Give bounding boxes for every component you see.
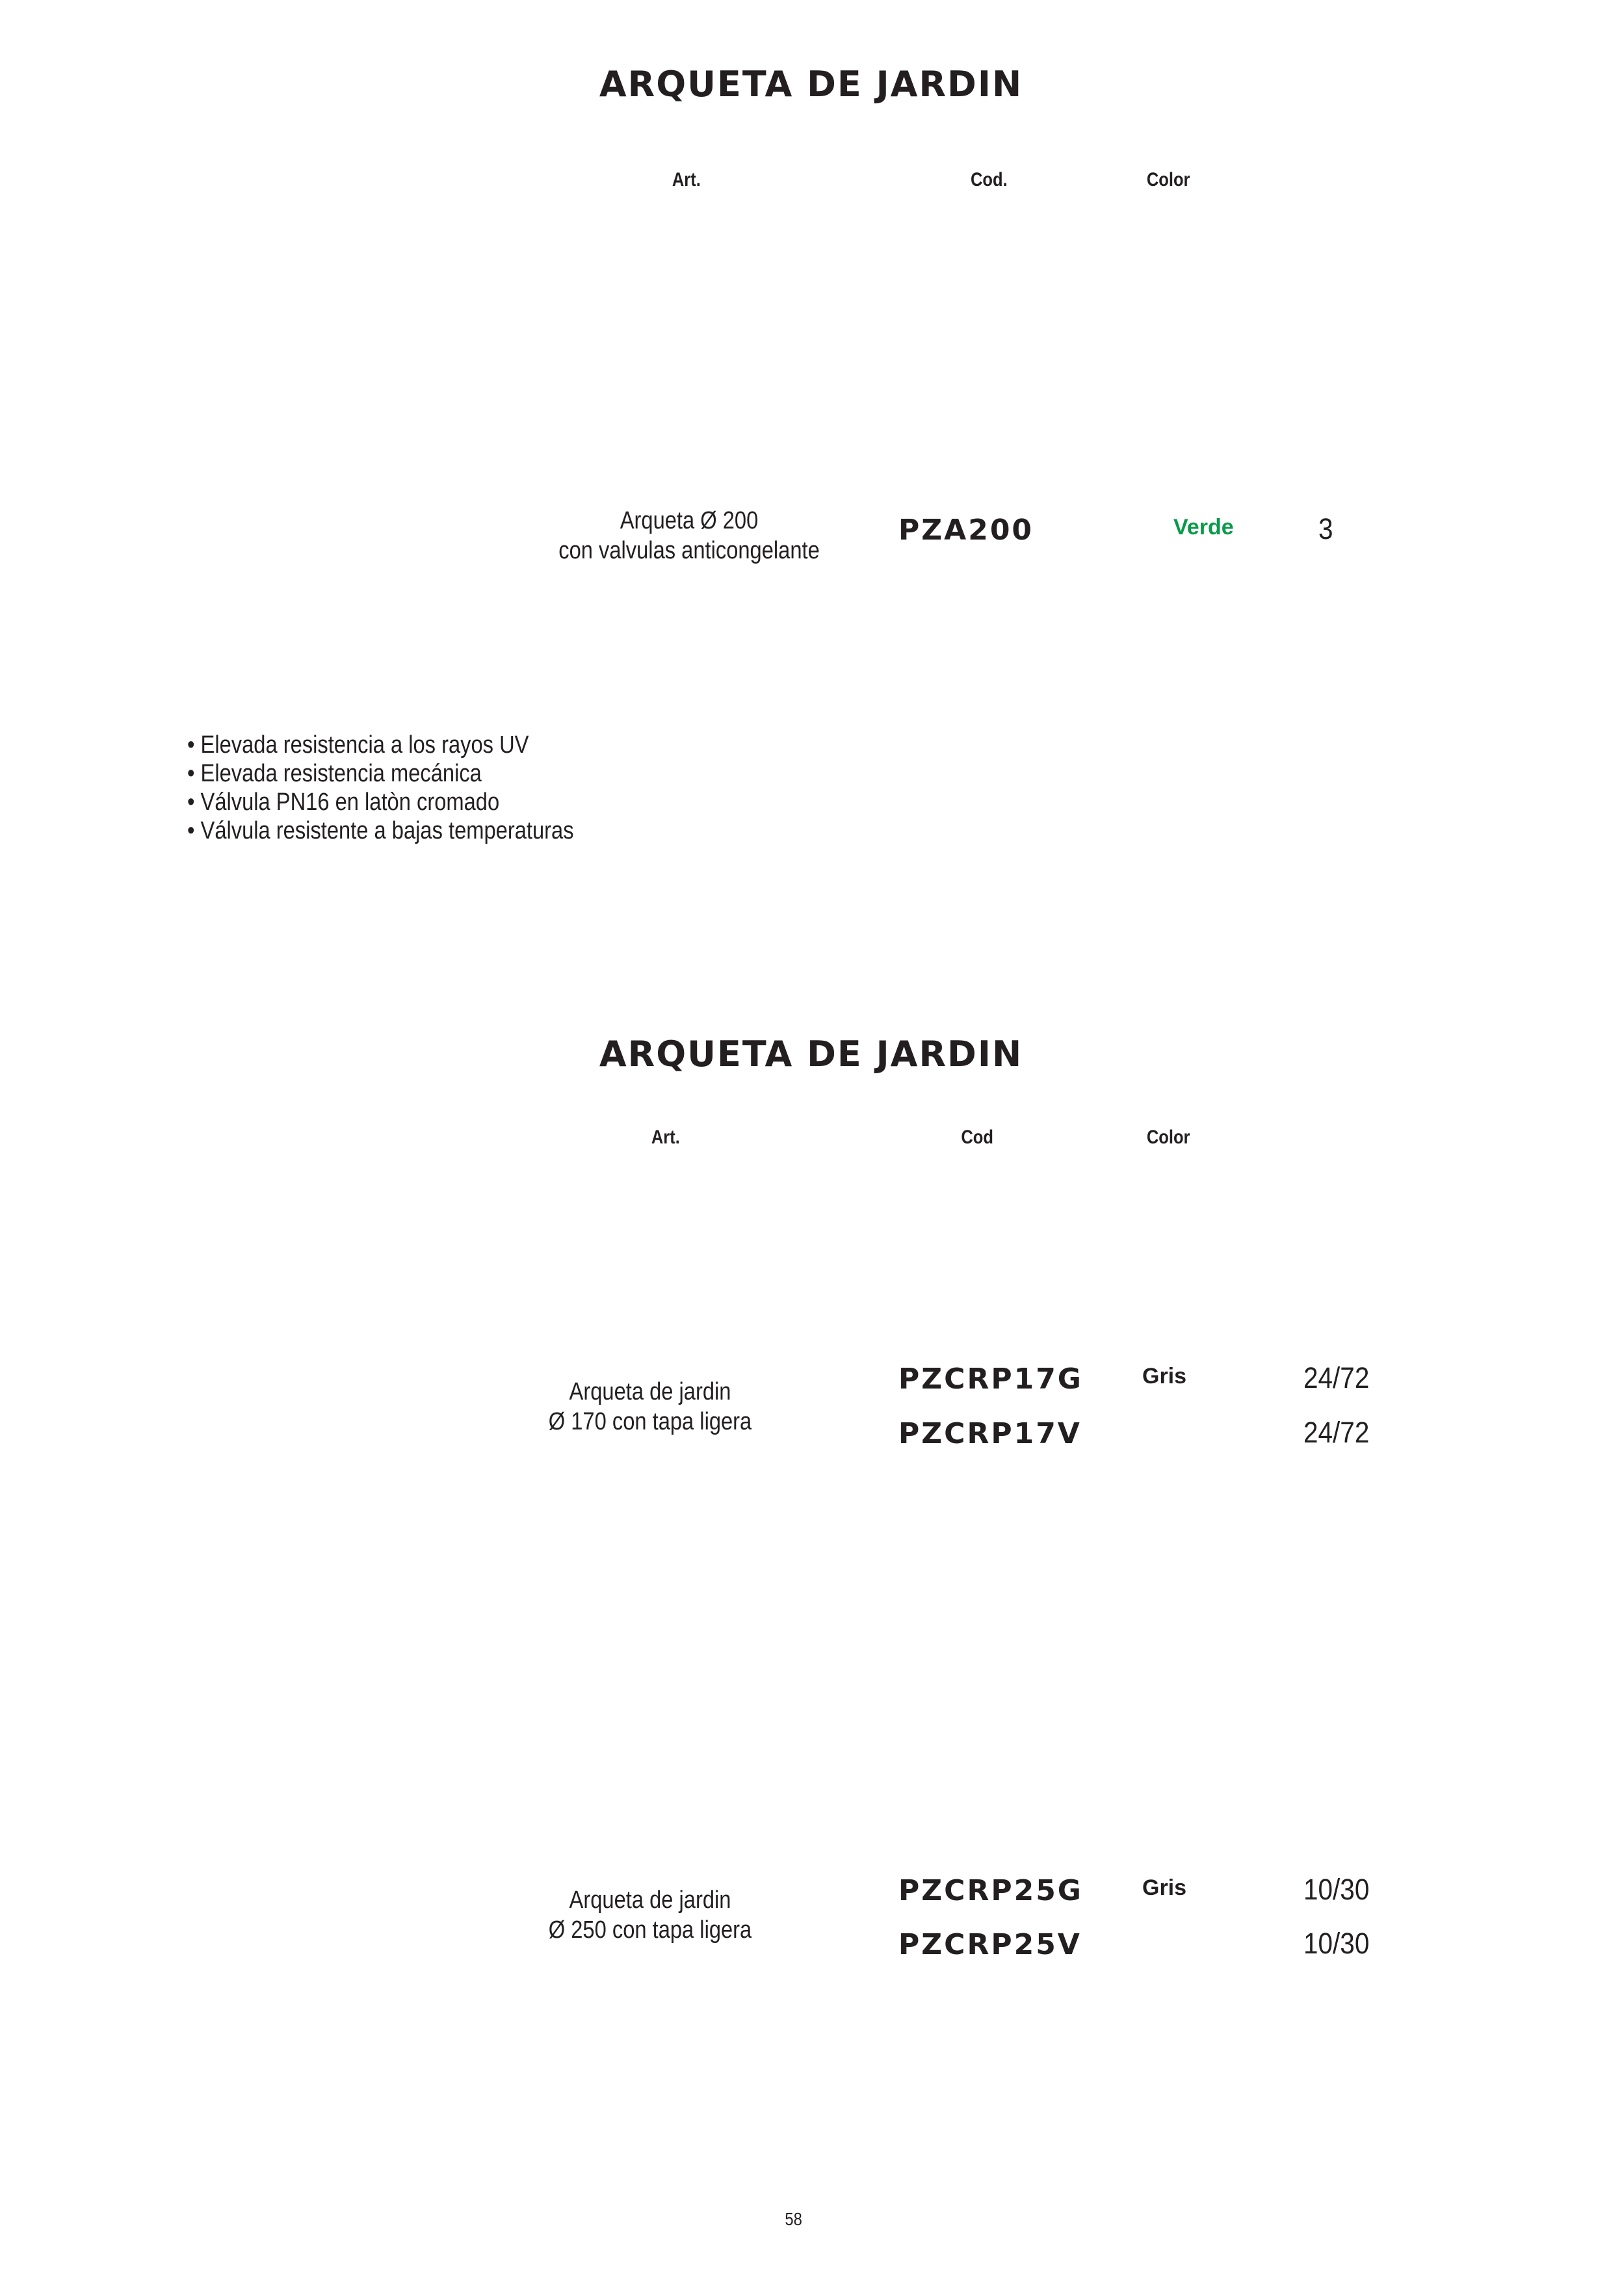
item-description-line2: con valvulas anticongelante — [558, 537, 820, 564]
item-description-line1: Arqueta Ø 200 — [620, 507, 759, 534]
item-code: PZA200 — [898, 514, 1034, 547]
item-quantity: 10/30 — [1303, 1927, 1370, 1960]
header-art: Art. — [651, 1127, 680, 1148]
feature-item: • Válvula PN16 en latòn cromado — [187, 789, 500, 816]
item-description — [516, 1885, 785, 1945]
item-description-line1: Arqueta de jardin — [569, 1378, 731, 1405]
header-cod: Cod — [961, 1127, 993, 1148]
item-description-line2: Ø 250 con tapa ligera — [548, 1916, 752, 1944]
header-color: Color — [1146, 1127, 1190, 1148]
header-art: Art. — [672, 169, 701, 190]
item-code: PZCRP25G — [898, 1874, 1083, 1907]
header-color: Color — [1146, 169, 1190, 190]
feature-item: • Válvula resistente a bajas temperaturas — [187, 817, 574, 844]
item-code: PZCRP17G — [898, 1363, 1083, 1396]
header-cod: Cod. — [970, 169, 1008, 190]
item-quantity: 24/72 — [1303, 1416, 1370, 1449]
item-description-line1: Arqueta de jardin — [569, 1886, 731, 1914]
features-list — [187, 731, 574, 845]
item-quantity: 3 — [1318, 512, 1333, 545]
item-code: PZCRP25V — [898, 1928, 1082, 1961]
item-description — [516, 1377, 785, 1437]
item-color: Verde — [1173, 515, 1234, 540]
item-code: PZCRP17V — [898, 1417, 1082, 1450]
feature-item: • Elevada resistencia a los rayos UV — [187, 731, 529, 759]
section1-title: ARQUETA DE JARDIN — [599, 64, 1023, 105]
item-color: Gris — [1142, 1875, 1187, 1900]
feature-item: • Elevada resistencia mecánica — [187, 760, 482, 787]
section2-title: ARQUETA DE JARDIN — [599, 1034, 1023, 1075]
item-quantity: 10/30 — [1303, 1873, 1370, 1906]
page-number: 58 — [785, 2209, 802, 2229]
item-quantity: 24/72 — [1303, 1361, 1370, 1394]
item-color: Gris — [1142, 1364, 1187, 1389]
item-description — [555, 506, 824, 566]
item-description-line2: Ø 170 con tapa ligera — [548, 1408, 752, 1435]
